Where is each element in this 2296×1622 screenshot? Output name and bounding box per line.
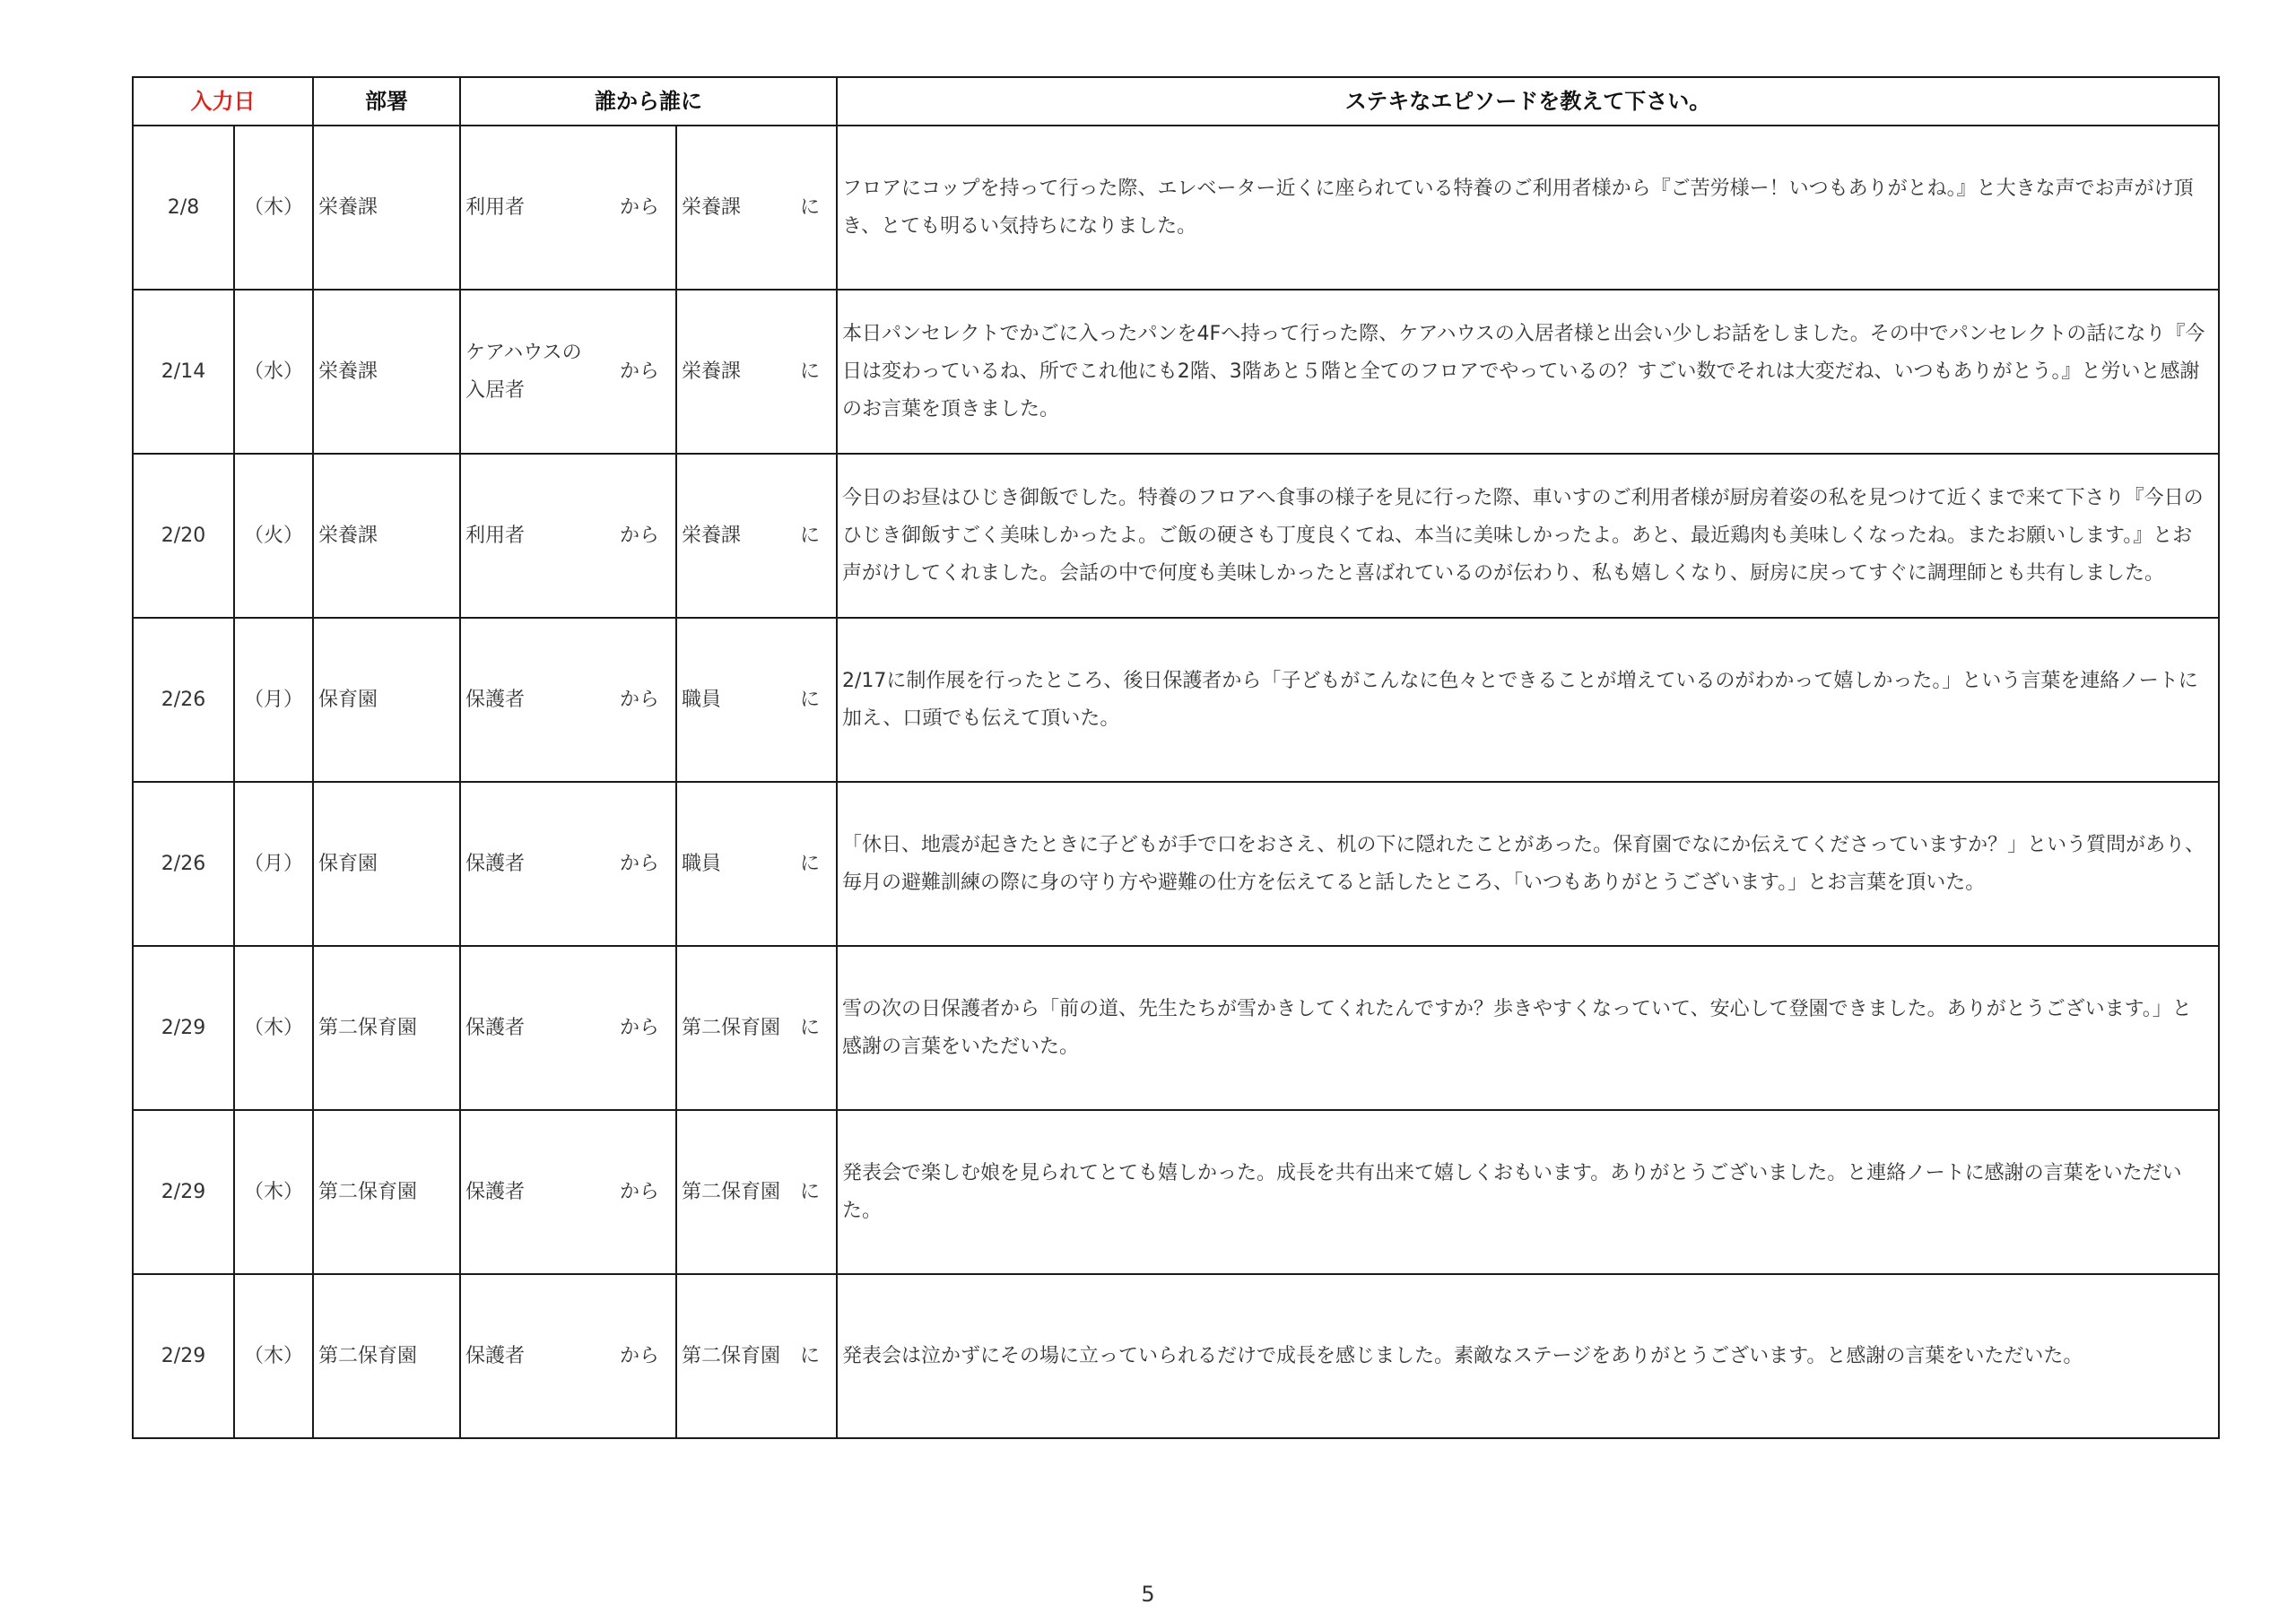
- weekday-cell: （月）: [234, 618, 313, 782]
- from-cell: [460, 1274, 676, 1438]
- to-name: 第二保育園: [682, 1016, 781, 1039]
- dept-cell: 第二保育園: [313, 946, 460, 1110]
- episode-cell: フロアにコップを持って行った際、エレベーター近くに座られている特養のご利用者様から『ご苦労様ー！いつもありがとね。』と大きな声でお声がけ頂き、とても明るい気持ちになりました。: [837, 126, 2219, 290]
- table-row: [133, 618, 2219, 782]
- from-particle: から: [619, 524, 659, 547]
- episode-cell: 「休日、地震が起きたときに子どもが手で口をおさえ、机の下に隠れたことがあった。保育園でなにか伝えてくださっていますか？」という質問があり、毎月の避難訓練の際に身の守り方や避難の仕方を伝えてると話したところ、「いつもありがとうございます。」とお言葉を頂いた。: [837, 782, 2219, 946]
- from-cell: [460, 782, 676, 946]
- dept-cell: 保育園: [313, 782, 460, 946]
- to-cell: [676, 1274, 837, 1438]
- from-particle: から: [619, 195, 659, 219]
- header-from-to: 誰から誰に: [460, 77, 837, 126]
- from-cell: [460, 454, 676, 618]
- date-cell: 2/26: [133, 782, 234, 946]
- dept-cell: 栄養課: [313, 454, 460, 618]
- episode-cell: 発表会で楽しむ娘を見られてとても嬉しかった。成長を共有出来て嬉しくおもいます。ありがとうございました。と連絡ノートに感謝の言葉をいただいた。: [837, 1110, 2219, 1274]
- dept-cell: 保育園: [313, 618, 460, 782]
- from-cell: [460, 1110, 676, 1274]
- table-row: [133, 454, 2219, 618]
- to-name: 栄養課: [682, 524, 742, 547]
- to-particle: に: [799, 852, 820, 875]
- from-name: 保護者: [465, 1344, 526, 1367]
- to-cell: [676, 618, 837, 782]
- from-name: ケアハウスの入居者: [465, 341, 582, 402]
- dept-cell: 栄養課: [313, 290, 460, 454]
- weekday-cell: （木）: [234, 1274, 313, 1438]
- table-row: [133, 1110, 2219, 1274]
- to-name: 栄養課: [682, 195, 742, 219]
- to-particle: に: [799, 1344, 820, 1367]
- from-name: 保護者: [465, 852, 526, 875]
- table-row: [133, 782, 2219, 946]
- episode-table: [132, 76, 2220, 1439]
- table-row: [133, 1274, 2219, 1438]
- to-cell: [676, 946, 837, 1110]
- header-row: [133, 77, 2219, 126]
- to-name: 職員: [682, 688, 722, 711]
- date-cell: 2/29: [133, 1274, 234, 1438]
- header-episode: ステキなエピソードを教えて下さい。: [837, 77, 2219, 126]
- date-cell: 2/8: [133, 126, 234, 290]
- from-name: 保護者: [465, 688, 526, 711]
- episode-cell: 2/17に制作展を行ったところ、後日保護者から「子どもがこんなに色々とできることが増えているのがわかって嬉しかった。」という言葉を連絡ノートに加え、口頭でも伝えて頂いた。: [837, 618, 2219, 782]
- from-particle: から: [619, 360, 659, 383]
- table-body: [133, 126, 2219, 1438]
- from-particle: から: [619, 688, 659, 711]
- to-cell: [676, 782, 837, 946]
- from-name: 保護者: [465, 1180, 526, 1203]
- to-name: 栄養課: [682, 360, 742, 383]
- date-cell: 2/26: [133, 618, 234, 782]
- from-name: 保護者: [465, 1016, 526, 1039]
- table-row: [133, 126, 2219, 290]
- to-particle: に: [799, 1016, 820, 1039]
- to-name: 職員: [682, 852, 722, 875]
- weekday-cell: （木）: [234, 946, 313, 1110]
- table-row: [133, 946, 2219, 1110]
- weekday-cell: （木）: [234, 1110, 313, 1274]
- weekday-cell: （水）: [234, 290, 313, 454]
- to-cell: [676, 126, 837, 290]
- header-dept: 部署: [313, 77, 460, 126]
- weekday-cell: （火）: [234, 454, 313, 618]
- date-cell: 2/29: [133, 1110, 234, 1274]
- dept-cell: 第二保育園: [313, 1274, 460, 1438]
- episode-cell: 本日パンセレクトでかごに入ったパンを4Fへ持って行った際、ケアハウスの入居者様と出会い少しお話をしました。その中でパンセレクトの話になり『今日は変わっているね、所でこれ他にも2階、3階あと５階と全てのフロアでやっているの？すごい数でそれは大変だね、いつもありがとう。』と労いと感謝のお言葉を頂きました。: [837, 290, 2219, 454]
- date-cell: 2/14: [133, 290, 234, 454]
- date-cell: 2/29: [133, 946, 234, 1110]
- from-name: 利用者: [465, 524, 526, 547]
- from-particle: から: [619, 1180, 659, 1203]
- from-particle: から: [619, 852, 659, 875]
- to-cell: [676, 290, 837, 454]
- to-particle: に: [799, 688, 820, 711]
- to-cell: [676, 454, 837, 618]
- episode-cell: 今日のお昼はひじき御飯でした。特養のフロアへ食事の様子を見に行った際、車いすのご利用者様が厨房着姿の私を見つけて近くまで来て下さり『今日のひじき御飯すごく美味しかったよ。ご飯の硬さも丁度良くてね、本当に美味しかったよ。あと、最近鶏肉も美味しくなったね。またお願いします。』とお声がけしてくれました。会話の中で何度も美味しかったと喜ばれているのが伝わり、私も嬉しくなり、厨房に戻ってすぐに調理師とも共有しました。: [837, 454, 2219, 618]
- dept-cell: 第二保育園: [313, 1110, 460, 1274]
- date-cell: 2/20: [133, 454, 234, 618]
- to-particle: に: [799, 524, 820, 547]
- episode-cell: 雪の次の日保護者から「前の道、先生たちが雪かきしてくれたんですか？歩きやすくなっていて、安心して登園できました。ありがとうございます。」と感謝の言葉をいただいた。: [837, 946, 2219, 1110]
- from-name: 利用者: [465, 195, 526, 219]
- to-name: 第二保育園: [682, 1344, 781, 1367]
- from-cell: [460, 618, 676, 782]
- weekday-cell: （月）: [234, 782, 313, 946]
- table-row: [133, 290, 2219, 454]
- dept-cell: 栄養課: [313, 126, 460, 290]
- from-particle: から: [619, 1344, 659, 1367]
- header-date: 入力日: [133, 77, 313, 126]
- to-name: 第二保育園: [682, 1180, 781, 1203]
- weekday-cell: （木）: [234, 126, 313, 290]
- from-particle: から: [619, 1016, 659, 1039]
- page-number: 5: [1141, 1582, 1155, 1607]
- to-particle: に: [799, 1180, 820, 1203]
- to-particle: に: [799, 195, 820, 219]
- from-cell: [460, 946, 676, 1110]
- episode-cell: 発表会は泣かずにその場に立っていられるだけで成長を感じました。素敵なステージをありがとうございます。と感謝の言葉をいただいた。: [837, 1274, 2219, 1438]
- from-cell: [460, 126, 676, 290]
- to-particle: に: [799, 360, 820, 383]
- to-cell: [676, 1110, 837, 1274]
- from-cell: [460, 290, 676, 454]
